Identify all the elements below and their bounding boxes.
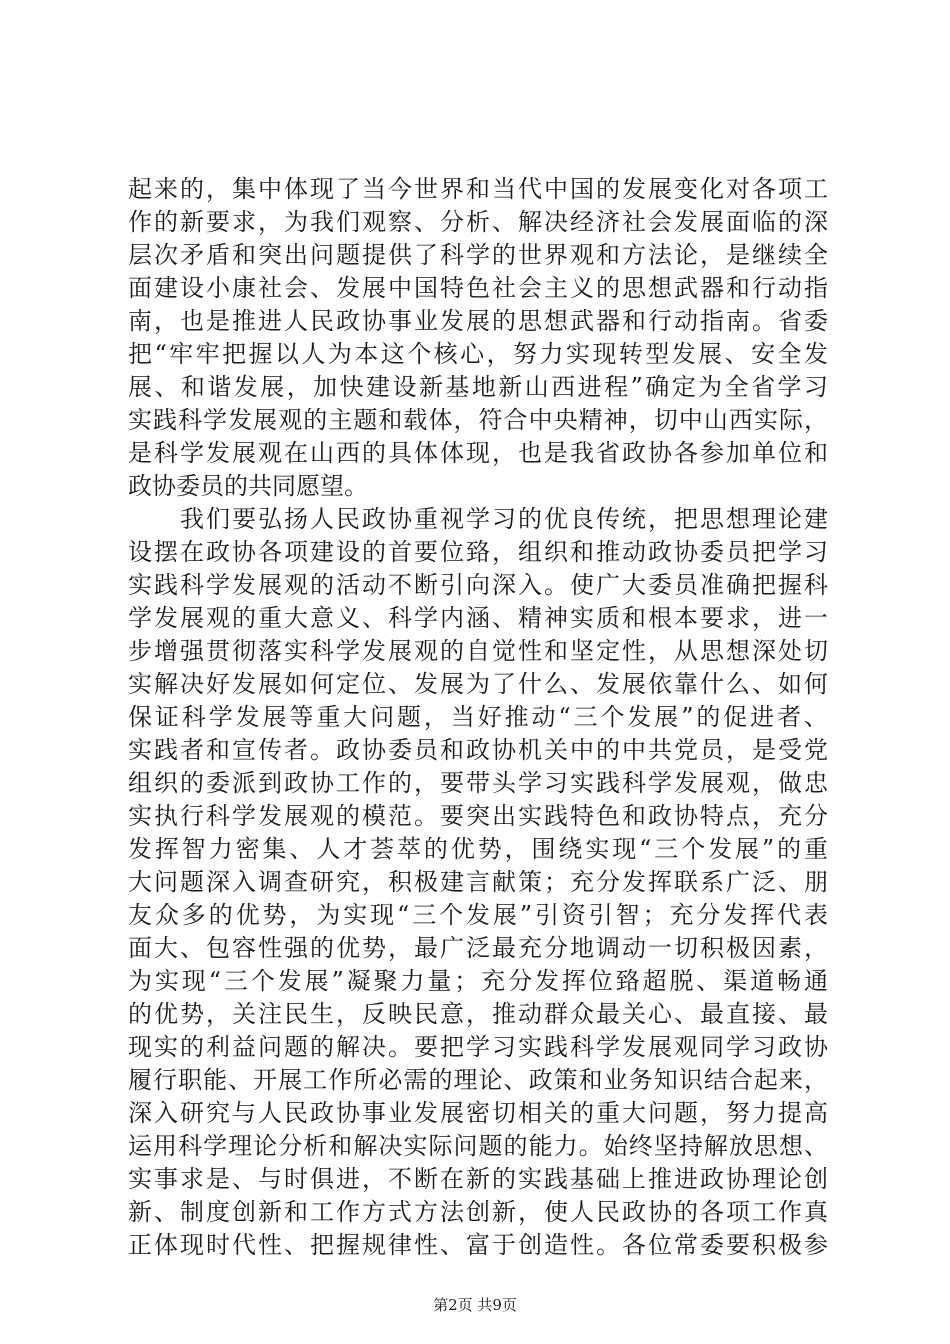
text-line: 为实现“三个发展”凝聚力量；充分发挥位臵超脱、渠道畅通 [128, 967, 828, 995]
text-line: 大问题深入调查研究，积极建言献策；充分发挥联系广泛、朋 [128, 868, 828, 896]
text-line: 学发展观的重大意义、科学内涵、精神实质和根本要求，进一 [128, 604, 828, 632]
text-line: 深入研究与人民政协事业发展密切相关的重大问题，努力提高 [128, 1099, 828, 1127]
text-line: 层次矛盾和突出问题提供了科学的世界观和方法论，是继续全 [128, 241, 828, 269]
text-line: 实践者和宣传者。政协委员和政协机关中的中共党员，是受党 [128, 736, 828, 764]
text-line: 履行职能、开展工作所必需的理论、政策和业务知识结合起来， [128, 1066, 828, 1094]
text-line: 组织的委派到政协工作的，要带头学习实践科学发展观，做忠 [128, 769, 828, 797]
text-line: 友众多的优势，为实现“三个发展”引资引智；充分发挥代表 [128, 901, 828, 929]
text-line: 面建设小康社会、发展中国特色社会主义的思想武器和行动指 [128, 274, 828, 302]
text-line: 现实的利益问题的解决。要把学习实践科学发展观同学习政协 [128, 1033, 828, 1061]
text-line: 新、制度创新和工作方式方法创新，使人民政协的各项工作真 [128, 1198, 828, 1226]
text-line: 是科学发展观在山西的具体体现，也是我省政协各参加单位和 [128, 439, 828, 467]
text-line: 南，也是推进人民政协事业发展的思想武器和行动指南。省委 [128, 307, 828, 335]
text-line: 设摆在政协各项建设的首要位臵，组织和推动政协委员把学习 [128, 538, 828, 566]
text-line: 实践科学发展观的主题和载体，符合中央精神，切中山西实际， [128, 406, 828, 434]
text-line: 实事求是、与时俱进，不断在新的实践基础上推进政协理论创 [128, 1165, 828, 1193]
text-line: 实践科学发展观的活动不断引向深入。使广大委员准确把握科 [128, 571, 828, 599]
text-line: 面大、包容性强的优势，最广泛最充分地调动一切积极因素， [128, 934, 828, 962]
text-line: 发挥智力密集、人才荟萃的优势，围绕实现“三个发展”的重 [128, 835, 828, 863]
text-line: 政协委员的共同愿望。 [128, 472, 368, 500]
text-line: 保证科学发展等重大问题，当好推动“三个发展”的促进者、 [128, 703, 828, 731]
text-line: 运用科学理论分析和解决实际问题的能力。始终坚持解放思想、 [128, 1132, 828, 1160]
text-line: 实执行科学发展观的模范。要突出实践特色和政协特点，充分 [128, 802, 828, 830]
text-line: 正体现时代性、把握规律性、富于创造性。各位常委要积极参 [128, 1231, 828, 1259]
text-line: 起来的，集中体现了当今世界和当代中国的发展变化对各项工 [128, 175, 828, 203]
text-line: 步增强贯彻落实科学发展观的自觉性和坚定性，从思想深处切 [128, 637, 828, 665]
text-line: 把“牢牢把握以人为本这个核心，努力实现转型发展、安全发 [128, 340, 828, 368]
text-line: 实解决好发展如何定位、发展为了什么、发展依靠什么、如何 [128, 670, 828, 698]
text-line: 我们要弘扬人民政协重视学习的优良传统，把思想理论建 [128, 505, 828, 533]
text-line: 展、和谐发展，加快建设新基地新山西进程”确定为全省学习 [128, 373, 828, 401]
page-number: 第2页 共9页 [433, 1296, 517, 1314]
body-text [128, 173, 828, 1262]
text-line: 作的新要求，为我们观察、分析、解决经济社会发展面临的深 [128, 208, 828, 236]
text-line: 的优势，关注民生，反映民意，推动群众最关心、最直接、最 [128, 1000, 828, 1028]
